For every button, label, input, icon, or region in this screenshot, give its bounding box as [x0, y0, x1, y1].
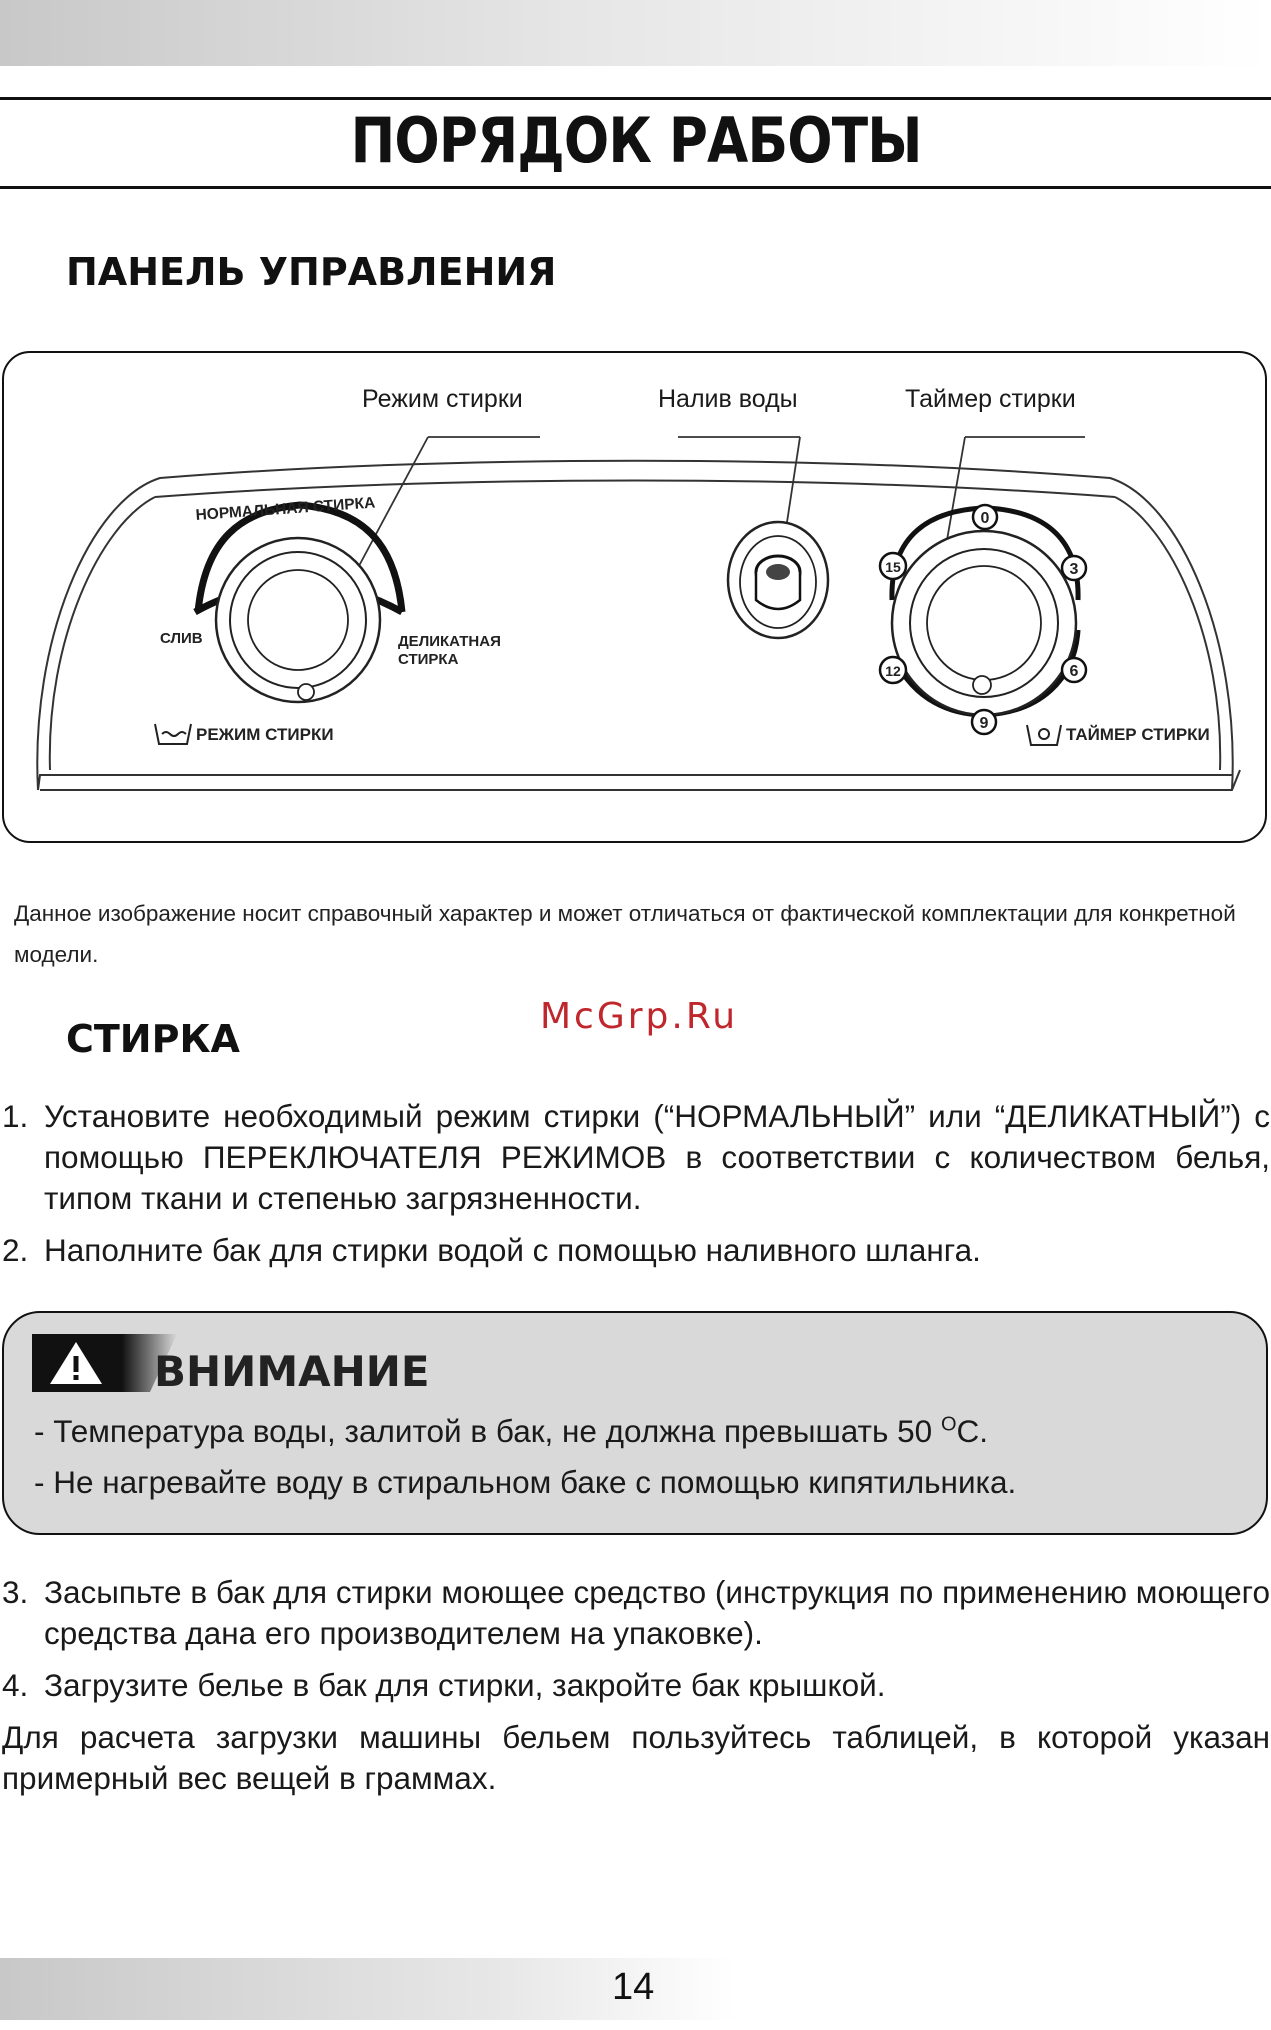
load-table-note: Для расчета загрузки машины бельем пользуйтесь таблицей, в которой указан примерный вес вещей в граммах.: [2, 1719, 1270, 1796]
callout-water-fill: Налив воды: [658, 385, 798, 413]
warning-temperature-text: - Температура воды, залитой в бак, не должна превышать 50: [34, 1413, 941, 1449]
mode-delicate-label-2: СТИРКА: [398, 651, 459, 668]
washing-step: [2, 1572, 1270, 1654]
timer-mark-12: [880, 657, 906, 683]
mode-delicate-label-1: ДЕЛИКАТНАЯ: [398, 633, 501, 650]
timer-dial-caption: ТАЙМЕР СТИРКИ: [1066, 725, 1210, 744]
step-text: Установите необходимый режим стирки (“НОРМАЛЬНЫЙ” или “ДЕЛИКАТНЫЙ”) с помощью ПЕРЕКЛЮЧАТЕЛЯ РЕЖИМОВ в соответствии с количеством белья, типом ткани и степенью загрязненности.: [44, 1098, 1270, 1216]
callout-wash-mode: Режим стирки: [362, 385, 523, 413]
timer-mark-0: [973, 505, 997, 529]
timer-mark-6: [1062, 658, 1086, 682]
washing-steps-list: [2, 1096, 1270, 1271]
washing-steps-list-continued: [2, 1572, 1270, 1706]
timer-mark-0-label: 0: [980, 510, 990, 527]
control-panel-heading: ПАНЕЛЬ УПРАВЛЕНИЯ: [66, 250, 557, 294]
degree-mark: O: [940, 1413, 957, 1436]
wash-timer-dial[interactable]: [892, 508, 1078, 715]
timer-tub-icon: [1027, 725, 1061, 745]
timer-mark-9: [972, 710, 996, 734]
mode-normal-label: НОРМАЛЬНАЯ СТИРКА: [195, 494, 376, 524]
page-number: 14: [612, 1966, 655, 2008]
step-text: Загрузите белье в бак для стирки, закройте бак крышкой.: [44, 1667, 886, 1703]
step-number: 4.: [2, 1667, 29, 1703]
timer-mark-12-label: 12: [885, 663, 901, 679]
washing-heading: СТИРКА: [66, 1017, 240, 1061]
step-number: 3.: [2, 1574, 29, 1610]
warning-temperature-unit: C.: [956, 1413, 988, 1449]
washing-step: [2, 1096, 1270, 1219]
mode-drain-label: СЛИВ: [160, 630, 203, 647]
warning-box: [2, 1311, 1268, 1535]
page-title: ПОРЯДОК РАБОТЫ: [350, 104, 922, 177]
timer-mark-3-label: 3: [1069, 561, 1079, 578]
water-fill-knob[interactable]: [728, 522, 828, 638]
callout-wash-timer: Таймер стирки: [905, 385, 1076, 413]
step-number: 2.: [2, 1232, 29, 1268]
step-text: Наполните бак для стирки водой с помощью наливного шланга.: [44, 1232, 981, 1268]
mode-dial-caption: РЕЖИМ СТИРКИ: [196, 725, 334, 744]
timer-mark-9-label: 9: [979, 715, 989, 732]
timer-mark-15: [880, 553, 906, 579]
warning-title: ВНИМАНИЕ: [154, 1347, 430, 1396]
wash-tub-icon: [155, 724, 191, 744]
step-number: 1.: [2, 1098, 29, 1134]
timer-mark-6-label: 6: [1069, 663, 1079, 680]
timer-mark-15-label: 15: [885, 559, 901, 575]
warning-line-temperature: [34, 1413, 988, 1450]
timer-mark-3: [1062, 556, 1086, 580]
control-panel-illustration: [0, 0, 1271, 900]
washing-step: [2, 1230, 1270, 1271]
wash-mode-dial[interactable]: [195, 505, 402, 702]
warning-line-heater: - Не нагревайте воду в стиральном баке с помощью кипятильника.: [34, 1464, 1017, 1500]
watermark: McGrp.Ru: [540, 996, 739, 1037]
washing-step: [2, 1665, 1270, 1706]
step-text: Засыпьте в бак для стирки моющее средство (инструкция по применению моющего средства дана его производителем на упаковке).: [44, 1574, 1270, 1651]
illustration-disclaimer: Данное изображение носит справочный характер и может отличаться от фактической комплектации для конкретной модели.: [14, 901, 1236, 967]
